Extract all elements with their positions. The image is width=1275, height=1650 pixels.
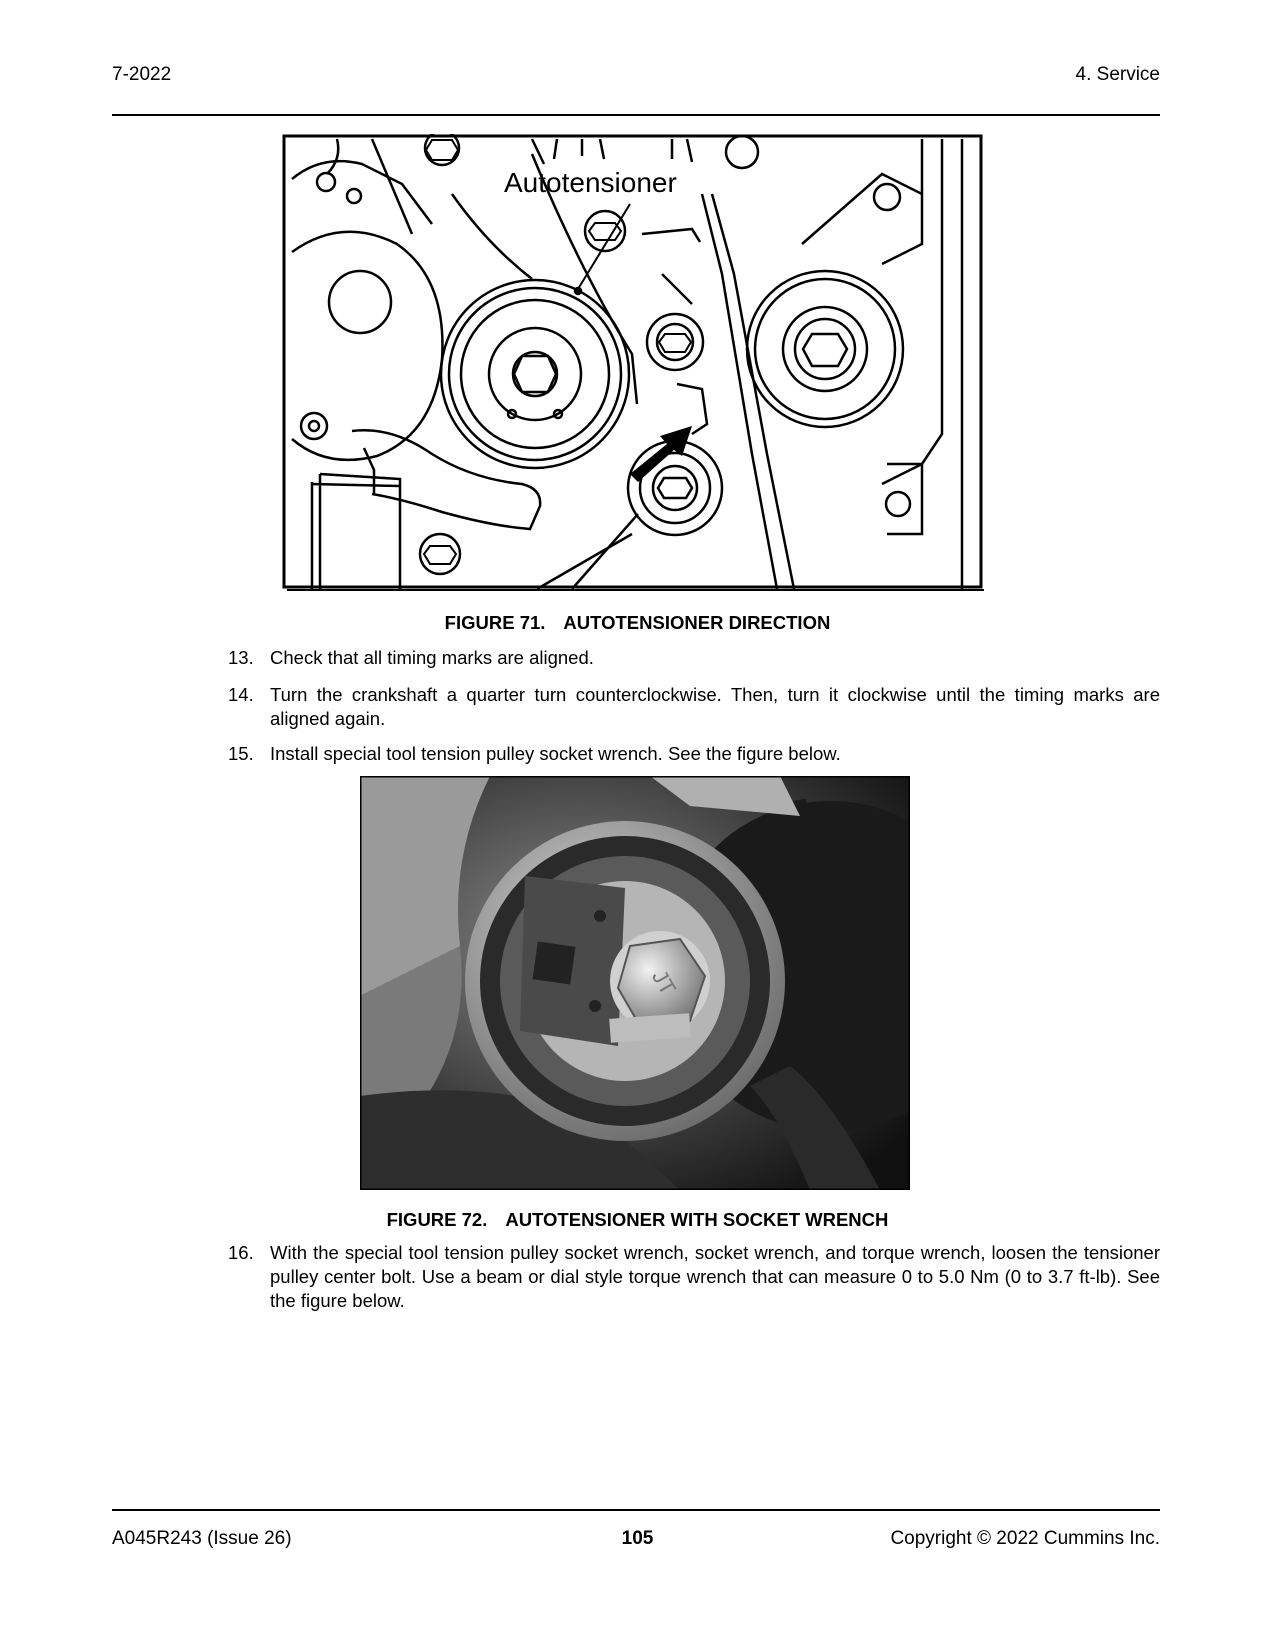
step-number: 13. — [228, 647, 254, 668]
header-divider — [112, 114, 1160, 116]
figure-72-caption — [0, 1209, 1275, 1231]
step-14 — [228, 683, 1160, 731]
step-number: 15. — [228, 743, 254, 764]
figure-71-number: FIGURE 71. — [444, 612, 546, 633]
header-date: 7-2022 — [112, 64, 172, 85]
step-number: 14. — [228, 684, 254, 705]
figure-72-photo — [360, 776, 910, 1190]
step-text: Turn the crankshaft a quarter turn counterclockwise. Then, turn it clockwise until the timing marks are aligned again. — [270, 684, 1160, 729]
step-15 — [228, 742, 1160, 766]
footer-copyright: Copyright © 2022 Cummins Inc. — [890, 1528, 1160, 1549]
figure-72-number: FIGURE 72. — [386, 1209, 488, 1230]
step-13 — [228, 646, 1160, 670]
footer-divider — [112, 1509, 1160, 1511]
step-text: Install special tool tension pulley socket wrench. See the figure below. — [270, 743, 841, 764]
svg-text:JT: JT — [647, 965, 681, 1000]
figure-71-title: AUTOTENSIONER DIRECTION — [563, 612, 831, 633]
step-number: 16. — [228, 1242, 254, 1263]
step-16 — [228, 1241, 1160, 1313]
figure-72-title: AUTOTENSIONER WITH SOCKET WRENCH — [505, 1209, 889, 1230]
header-section: 4. Service — [1075, 64, 1160, 85]
figure-71-caption — [0, 612, 1275, 634]
autotensioner-callout-label: Autotensioner — [504, 167, 677, 198]
page-number: 105 — [621, 1528, 654, 1549]
step-text: With the special tool tension pulley socket wrench, socket wrench, and torque wrench, loosen the tensioner pulley center bolt. Use a beam or dial style torque wrench that can measure 0 to 5.0 Nm (0 to 3.7 ft-lb). See the figure below. — [270, 1242, 1160, 1311]
footer-doc-id: A045R243 (Issue 26) — [112, 1528, 292, 1549]
step-text: Check that all timing marks are aligned. — [270, 647, 594, 668]
figure-71-drawing — [282, 134, 986, 592]
